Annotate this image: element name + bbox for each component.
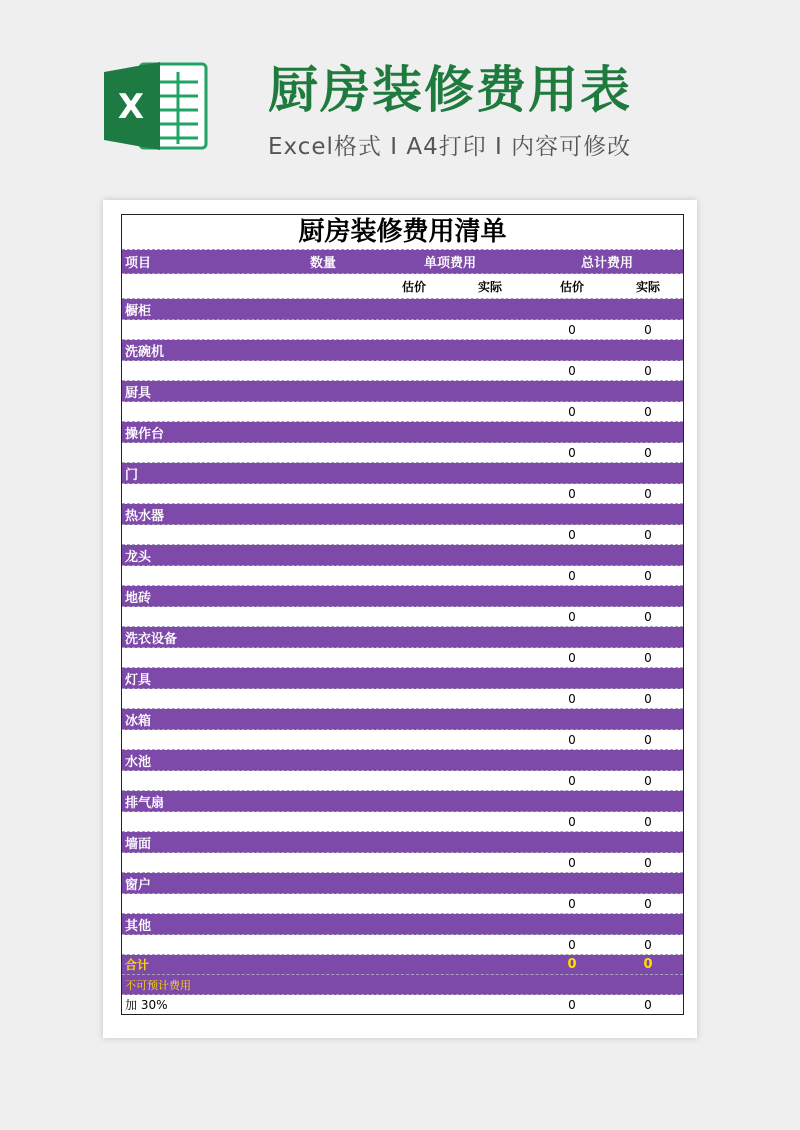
column-header-quantity: 数量	[309, 256, 336, 271]
excel-logo-icon	[100, 58, 210, 154]
item-value-row	[122, 320, 683, 340]
item-estimate-total: 0	[568, 486, 576, 501]
contingency-add-label: 加 30%	[125, 998, 168, 1012]
item-value-row	[122, 484, 683, 504]
header-row	[122, 250, 683, 274]
item-actual-total: 0	[644, 650, 652, 665]
item-name-row	[122, 299, 683, 320]
item-name-row	[122, 750, 683, 771]
item-actual-total: 0	[644, 486, 652, 501]
item-name-row	[122, 545, 683, 566]
page-title: 厨房装修费用表	[268, 61, 632, 119]
item-actual-total: 0	[644, 609, 652, 624]
column-header-unit-estimate: 估价	[401, 279, 426, 294]
item-value-row	[122, 402, 683, 422]
item-name: 排气扇	[125, 795, 165, 811]
item-value-row	[122, 894, 683, 914]
item-name: 洗碗机	[125, 344, 165, 360]
item-estimate-total: 0	[568, 609, 576, 624]
item-value-row	[122, 730, 683, 750]
contingency-estimate: 0	[568, 997, 576, 1012]
column-header-total-estimate: 估价	[559, 279, 584, 294]
item-value-row	[122, 607, 683, 627]
item-estimate-total: 0	[568, 691, 576, 706]
item-value-row	[122, 566, 683, 586]
item-name: 龙头	[125, 549, 152, 565]
cost-table	[121, 214, 684, 1015]
column-header-total-actual: 实际	[635, 279, 660, 294]
item-actual-total: 0	[644, 773, 652, 788]
item-name-row	[122, 914, 683, 935]
item-estimate-total: 0	[568, 937, 576, 952]
item-estimate-total: 0	[568, 568, 576, 583]
item-estimate-total: 0	[568, 527, 576, 542]
item-estimate-total: 0	[568, 404, 576, 419]
item-actual-total: 0	[644, 404, 652, 419]
item-actual-total: 0	[644, 363, 652, 378]
spreadsheet-page	[103, 200, 697, 1038]
item-name: 地砖	[125, 590, 152, 606]
item-actual-total: 0	[644, 691, 652, 706]
item-actual-total: 0	[644, 732, 652, 747]
item-name: 灯具	[125, 672, 152, 688]
item-name: 橱柜	[125, 303, 152, 319]
item-estimate-total: 0	[568, 814, 576, 829]
item-value-row	[122, 853, 683, 873]
item-name-row	[122, 873, 683, 894]
item-actual-total: 0	[644, 896, 652, 911]
item-name: 热水器	[125, 508, 165, 524]
column-header-unit-cost: 单项费用	[423, 256, 476, 271]
item-name: 墙面	[125, 836, 152, 852]
item-value-row	[122, 689, 683, 709]
item-name-row	[122, 832, 683, 853]
item-estimate-total: 0	[568, 445, 576, 460]
item-name-row	[122, 504, 683, 525]
subheader-row	[122, 274, 683, 299]
item-list	[122, 299, 683, 955]
contingency-actual: 0	[644, 997, 652, 1012]
item-estimate-total: 0	[568, 896, 576, 911]
column-header-item: 项目	[125, 256, 152, 271]
item-estimate-total: 0	[568, 650, 576, 665]
item-value-row	[122, 361, 683, 381]
item-name: 厨具	[125, 385, 152, 401]
total-label: 合计	[125, 958, 150, 972]
item-name-row	[122, 586, 683, 607]
item-actual-total: 0	[644, 445, 652, 460]
item-actual-total: 0	[644, 527, 652, 542]
item-name-row	[122, 668, 683, 689]
item-name: 窗户	[125, 877, 152, 893]
item-estimate-total: 0	[568, 732, 576, 747]
item-actual-total: 0	[644, 568, 652, 583]
item-name-row	[122, 422, 683, 443]
item-value-row	[122, 812, 683, 832]
column-header-total-cost: 总计费用	[580, 256, 633, 271]
total-row	[122, 955, 683, 975]
page-subtitle: Excel格式 I A4打印 I 内容可修改	[268, 134, 632, 160]
item-name: 洗衣设备	[125, 631, 178, 647]
item-name-row	[122, 791, 683, 812]
item-estimate-total: 0	[568, 855, 576, 870]
item-actual-total: 0	[644, 855, 652, 870]
contingency-label: 不可预计费用	[125, 978, 191, 992]
item-name-row	[122, 709, 683, 730]
item-name: 操作台	[125, 426, 165, 442]
item-name-row	[122, 381, 683, 402]
item-value-row	[122, 443, 683, 463]
total-estimate: 0	[567, 957, 577, 972]
item-name: 其他	[125, 918, 152, 934]
item-name-row	[122, 463, 683, 484]
sheet-title: 厨房装修费用清单	[122, 214, 683, 250]
item-estimate-total: 0	[568, 363, 576, 378]
item-name: 水池	[125, 754, 152, 770]
item-name: 冰箱	[125, 713, 152, 729]
item-value-row	[122, 648, 683, 668]
item-name-row	[122, 627, 683, 648]
item-name: 门	[125, 467, 139, 483]
item-actual-total: 0	[644, 814, 652, 829]
item-name-row	[122, 340, 683, 361]
contingency-row	[122, 975, 683, 995]
item-value-row	[122, 771, 683, 791]
item-estimate-total: 0	[568, 773, 576, 788]
total-actual: 0	[643, 957, 653, 972]
item-value-row	[122, 525, 683, 545]
item-estimate-total: 0	[568, 322, 576, 337]
item-actual-total: 0	[644, 937, 652, 952]
contingency-add-row	[122, 995, 683, 1015]
item-actual-total: 0	[644, 322, 652, 337]
svg-text:X: X	[117, 87, 145, 127]
item-value-row	[122, 935, 683, 955]
column-header-unit-actual: 实际	[477, 279, 502, 294]
